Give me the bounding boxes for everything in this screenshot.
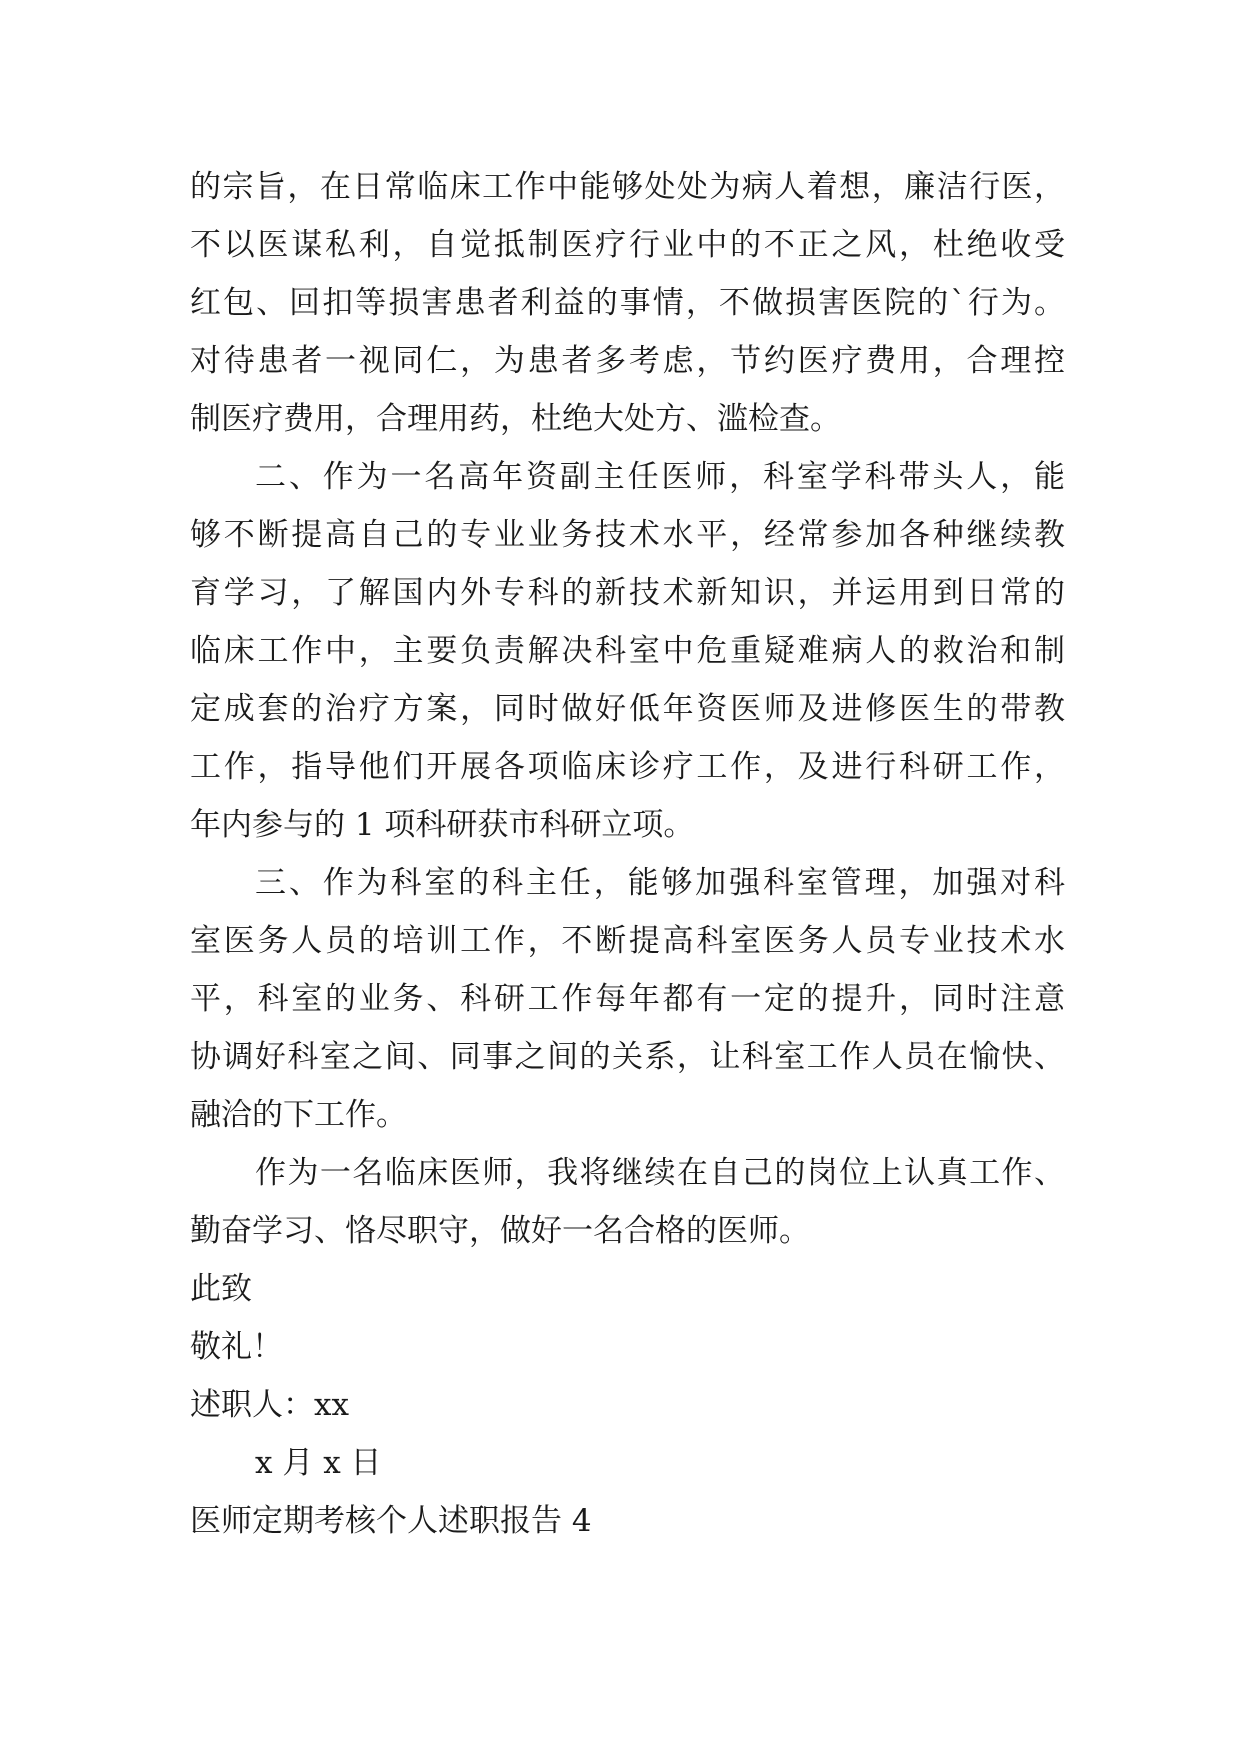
text-line: 临床工作中，主要负责解决科室中危重疑难病人的救治和制 — [190, 633, 1065, 669]
text-line: 制医疗费用，合理用药，杜绝大处方、滥检查。 — [190, 401, 841, 437]
text-line: 够不断提高自己的专业业务技术水平，经常参加各种继续教 — [190, 517, 1065, 553]
text-line: 作为一名临床医师，我将继续在自己的岗位上认真工作、 — [255, 1155, 1065, 1191]
text-line: 平，科室的业务、科研工作每年都有一定的提升，同时注意 — [190, 981, 1065, 1017]
paragraph-2 — [190, 448, 1065, 854]
paragraph-4 — [190, 1144, 1065, 1260]
date: x 月 x 日 — [255, 1445, 382, 1481]
text-line: 工作，指导他们开展各项临床诊疗工作，及进行科研工作， — [190, 749, 1065, 785]
regards: 敬礼！ — [190, 1329, 283, 1365]
text-line: 育学习，了解国内外专科的新技术新知识，并运用到日常的 — [190, 575, 1065, 611]
text-line: 融洽的下工作。 — [190, 1097, 407, 1133]
closing-block — [190, 1260, 1065, 1492]
text-line: 年内参与的 1 项科研获市科研立项。 — [190, 807, 695, 843]
paragraph-3 — [190, 854, 1065, 1144]
signer: 述职人：xx — [190, 1387, 349, 1423]
text-line: 不以医谋私利，自觉抵制医疗行业中的不正之风，杜绝收受 — [190, 227, 1065, 263]
text-line: 室医务人员的培训工作，不断提高科室医务人员专业技术水 — [190, 923, 1065, 959]
text-line: 定成套的治疗方案，同时做好低年资医师及进修医生的带教 — [190, 691, 1065, 727]
text-line: 二、作为一名高年资副主任医师，科室学科带头人，能 — [255, 459, 1065, 495]
text-line: 红包、回扣等损害患者利益的事情，不做损害医院的`行为。 — [190, 285, 1065, 321]
text-line: 协调好科室之间、同事之间的关系，让科室工作人员在愉快、 — [190, 1039, 1065, 1075]
text-line: 的宗旨，在日常临床工作中能够处处为病人着想，廉洁行医， — [190, 169, 1065, 205]
text-line: 三、作为科室的科主任，能够加强科室管理，加强对科 — [255, 865, 1065, 901]
paragraph-1 — [190, 158, 1065, 448]
document-body — [190, 158, 1065, 1550]
text-line: 对待患者一视同仁，为患者多考虑，节约医疗费用，合理控 — [190, 343, 1065, 379]
text-line: 勤奋学习、恪尽职守，做好一名合格的医师。 — [190, 1213, 810, 1249]
salutation: 此致 — [190, 1271, 252, 1307]
next-section-title: 医师定期考核个人述职报告 4 — [190, 1503, 592, 1539]
